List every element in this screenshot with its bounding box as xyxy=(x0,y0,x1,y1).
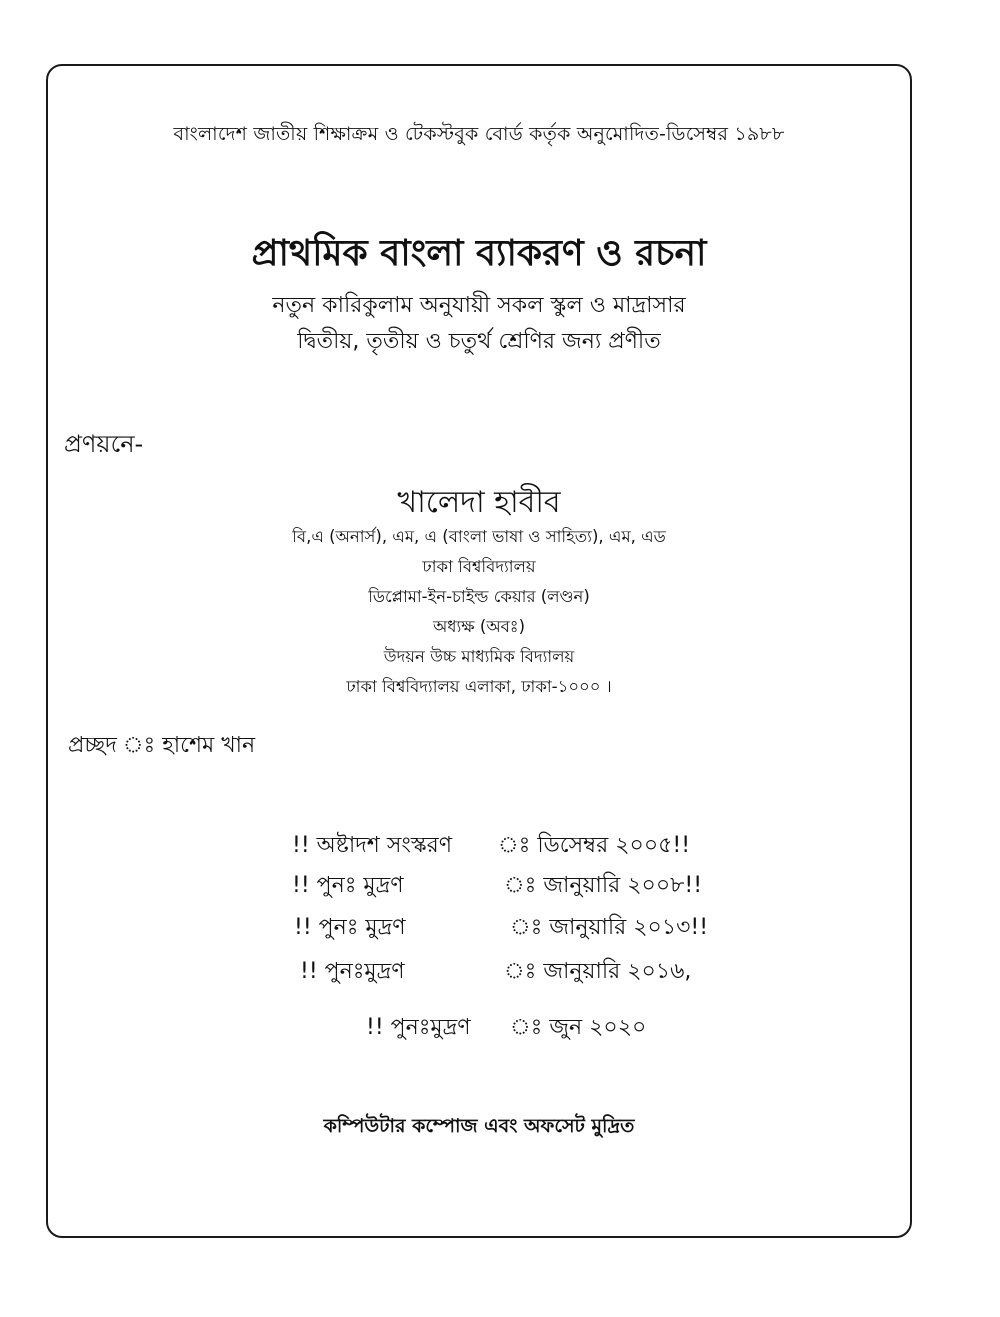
credential-address: ঢাকা বিশ্ববিদ্যালয় এলাকা, ঢাকা-১০০০ । xyxy=(346,677,612,696)
subtitle-line-2: দ্বিতীয়, তৃতীয় ও চতুর্থ শ্রেণির জন্য প্রণীত xyxy=(297,329,661,354)
book-title: প্রাথমিক বাংলা ব্যাকরণ ও রচনা xyxy=(251,233,707,274)
cover-credit: প্রচ্ছদ ঃ হাশেম খান xyxy=(68,733,256,758)
edition-row xyxy=(300,954,740,994)
edition-label: !! পুনঃমুদ্রণ xyxy=(366,1015,471,1040)
edition-date: ঃ জুন ২০২০ xyxy=(510,1015,647,1040)
edition-date: ঃ ডিসেম্বর ২০০৫!! xyxy=(498,833,691,858)
edition-label: !! অষ্টাদশ সংস্করণ xyxy=(292,833,453,858)
edition-date: ঃ জানুয়ারি ২০০৮!! xyxy=(504,873,703,898)
printing-note: কম্পিউটার কম্পোজ এবং অফসেট মুদ্রিত xyxy=(323,1115,635,1137)
page-border-frame xyxy=(46,64,912,1238)
edition-label: !! পুনঃমুদ্রণ xyxy=(300,959,405,984)
credential-diploma: ডিপ্লোমা-ইন-চাইল্ড কেয়ার (লণ্ডন) xyxy=(368,587,590,606)
edition-label: !! পুনঃ মুদ্রণ xyxy=(292,873,404,898)
subtitle-line-1: নতুন কারিকুলাম অনুযায়ী সকল স্কুল ও মাদ্রাসার xyxy=(272,293,686,318)
credential-degrees: বি,এ (অনার্স), এম, এ (বাংলা ভাষা ও সাহিত্য), এম, এড xyxy=(292,527,666,546)
edition-row xyxy=(292,868,732,908)
credential-school: উদয়ন উচ্চ মাধ্যমিক বিদ্যালয় xyxy=(383,647,575,666)
author-name: খালেদা হাবীব xyxy=(397,485,561,520)
edition-label: !! পুনঃ মুদ্রণ xyxy=(294,915,406,940)
author-credentials xyxy=(48,522,910,702)
edition-row xyxy=(292,828,732,868)
board-approval-line: বাংলাদেশ জাতীয় শিক্ষাক্রম ও টেকস্টবুক বোর্ড কর্তৃক অনুমোদিত-ডিসেম্বর ১৯৮৮ xyxy=(173,123,785,145)
edition-row xyxy=(294,910,734,950)
edition-row xyxy=(366,1010,666,1050)
edition-date: ঃ জানুয়ারি ২০১৩!! xyxy=(510,915,709,940)
written-by-label: প্রণয়নে- xyxy=(64,430,144,458)
credential-university: ঢাকা বিশ্ববিদ্যালয় xyxy=(422,557,536,576)
edition-history xyxy=(48,828,910,1058)
edition-date: ঃ জানুয়ারি ২০১৬, xyxy=(504,959,692,984)
credential-position: অধ্যক্ষ (অবঃ) xyxy=(432,617,526,636)
